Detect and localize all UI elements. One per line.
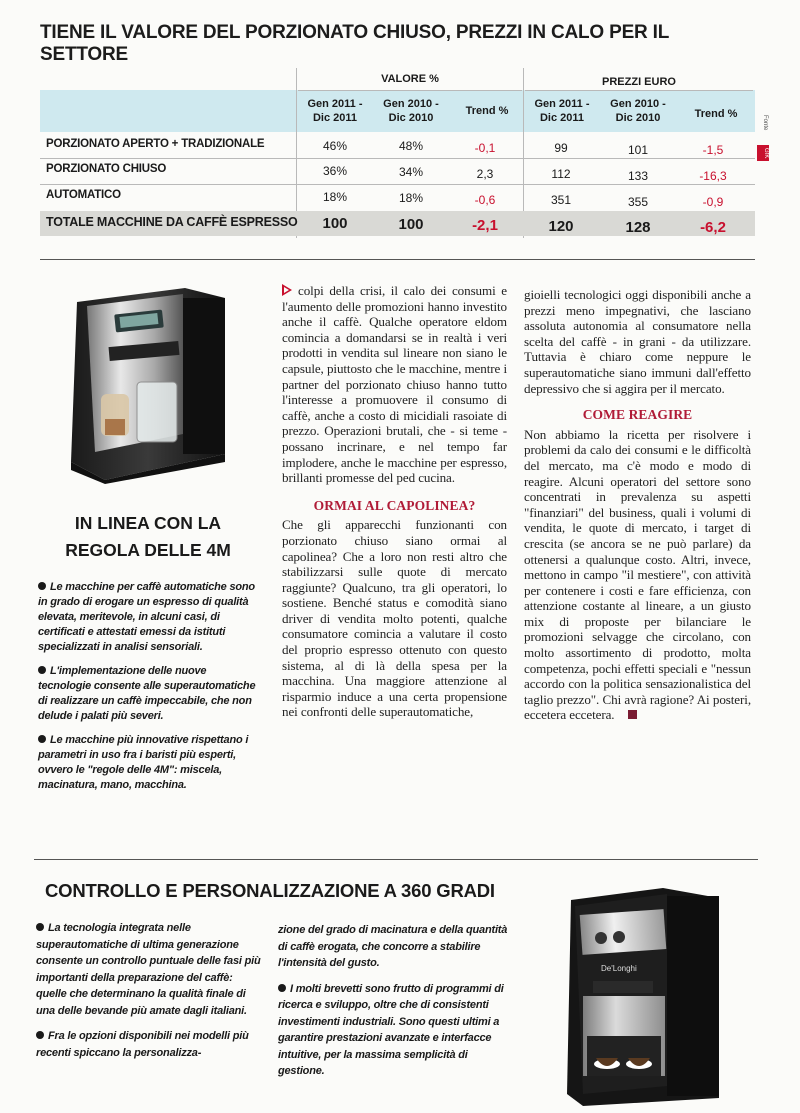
col-header-2011: Gen 2011 - Dic 2011 [534,98,590,124]
list-item: Le macchine più innovative rispettano i parametri in uso fra i baristi più esperti, ovvero le "regole delle 4M": miscela, macinatura, mano, macchina. [38,734,249,791]
list-item: Le macchine per caffè automatiche sono in grado di erogare un espresso di qualità elevata, meritevole, in alcuni casi, di certificati e attestati emessi da istituti specializzati in analisi sensoriali. [38,581,255,653]
section2-title: CONTROLLO E PERSONALIZZAZIONE A 360 GRADI [45,880,495,901]
brand-logo: De'Longhi [601,964,637,973]
col-header-2010: Gen 2010 - Dic 2010 [610,98,666,124]
bullet-icon [38,666,46,674]
delonghi-coffee-machine-icon [563,886,723,1108]
box2-column-1 [36,920,264,1070]
subheading-come-reagire: COME REAGIRE [582,407,693,423]
row-divider [40,158,755,159]
list-item: La tecnologia integrata nelle superautomatiche di ultima generazione consente un controllo puntuale delle fasi più importanti della preparazione del caffè: quelle che determinano la qualità finale di una delle bevande più amate dagli italiani. [36,922,261,1017]
group-valore: VALORE % [381,73,439,85]
article-column-2: gioielli tecnologici oggi disponibili anche a prezzi meno impegnativi, che lasciano assoluta autonomia al consumatore nella scelta del caffè - in grani - da utilizzare. Tuttavia è chiaro come neppure le superautomatiche siano immuni dall'effetto depressivo che si aggira per il mercato. COME REAGIRE Non abbiamo la ricetta per risolvere i problemi da calo dei consumi e le difficoltà del mercato, ma c'è modo e modo di reagire. Alcuni operatori del settore sono concentrati in prevalenza su aspetti "finanziari" del business, quali i volumi di vendita, le quote di mercato, i target di crescita (se ancora se ne può parlare) da ottenersi a qualunque costo. Altri, invece, mettono in campo "il mestiere", con attività per contenere i costi e fare efficienza, con attenzione costante al lineare, a un giusto mix di proposte per bilanciare le promozioni selvagge che circolano, con molto assortimento di prodotto, molta competenza, pochi effetti speciali e "nessun accordo con la politica sensazionalistica del taglio prezzo". Chi avrà ragione? Ai posteri, eccetera eccetera. [524,287,751,723]
source-label: Fonte [762,115,768,131]
play-arrow-icon [282,284,292,296]
bullet-icon [36,923,44,931]
row-divider [40,184,755,185]
section-divider [34,859,758,860]
box1-heading: IN LINEA CON LA REGOLA DELLE 4M [65,513,231,560]
table-divider [525,90,753,91]
col-header-trend: Trend % [694,108,738,120]
coffee-machine-icon [65,284,230,484]
bullet-icon [36,1031,44,1039]
col-header-trend: Trend % [465,105,509,117]
list-item: Fra le opzioni disponibili nei modelli più recenti spiccano la personalizza- [36,1030,249,1059]
bullet-icon [278,984,286,992]
subheading-capolinea: ORMAI AL CAPOLINEA? [313,497,476,513]
article-column-1: colpi della crisi, il calo dei consumi e l'aumento delle promozioni hanno investito anche il caffè. Qualche operatore eldom comincia a domandarsi se in realtà i veri prodotti in vendita sul lineare non siano le capsule, piuttosto che le macchine, mentre i partner del porzionato chiuso hanno tutto l'interesse a promuovere il consumo di caffè, anche a costo di micidiali rasoiate di prezzo. Operazioni brutali, che - si teme - possano incrinare, e nel tempo far implodere, anche le macchine per espresso, brillanti promesse del ped cucina. ORMAI AL CAPOLINEA? Che gli apparecchi funzionanti con porzionato chiuso siano ormai al capolinea? Che a loro non resti altro che stabilizzarsi sulle quote di mercato raggiunte? Qualcuno, tra gli operatori, lo sostiene. Benché status e comodità siano driver di vendita molto potenti, qualche consumatore comincia a valutare il costo del proprio espresso ottenuto con questo sistema, al di là della spesa per la macchina. Una maggiore attenzione al risparmio induce a una certa propensione nei confronti delle superautomatiche, [282,283,507,720]
box1-bullet-list [38,580,260,802]
col-header-2010: Gen 2010 - Dic 2010 [383,98,439,124]
page-title: TIENE IL VALORE DEL PORZIONATO CHIUSO, PREZZI IN CALO PER IL SETTORE [40,22,669,65]
box2-column-2 [278,922,510,1089]
group-prezzi: PREZZI EURO [602,76,676,88]
col-header-2011: Gen 2011 - Dic 2011 [307,98,363,124]
end-mark-icon [628,710,637,719]
table-divider [298,90,522,91]
bullet-icon [38,735,46,743]
list-item: zione del grado di macinatura e della quantità di caffè erogata, che concorre a stabilire l'intensità del gusto. [278,924,508,969]
list-item: L'implementazione delle nuove tecnologie consente alle superautomatiche di realizzare un caffè impeccabile, che non delude i palati più severi. [38,665,256,722]
bullet-icon [38,582,46,590]
source-badge: GfK [757,145,769,161]
list-item: I molti brevetti sono frutto di programmi di ricerca e sviluppo, oltre che di consistenti investimenti industriali. Sono questi ultimi a garantire prestazioni avanzate e interfacce intuitive, per la massima semplicità di gestione. [278,982,504,1077]
section-divider [40,259,755,260]
